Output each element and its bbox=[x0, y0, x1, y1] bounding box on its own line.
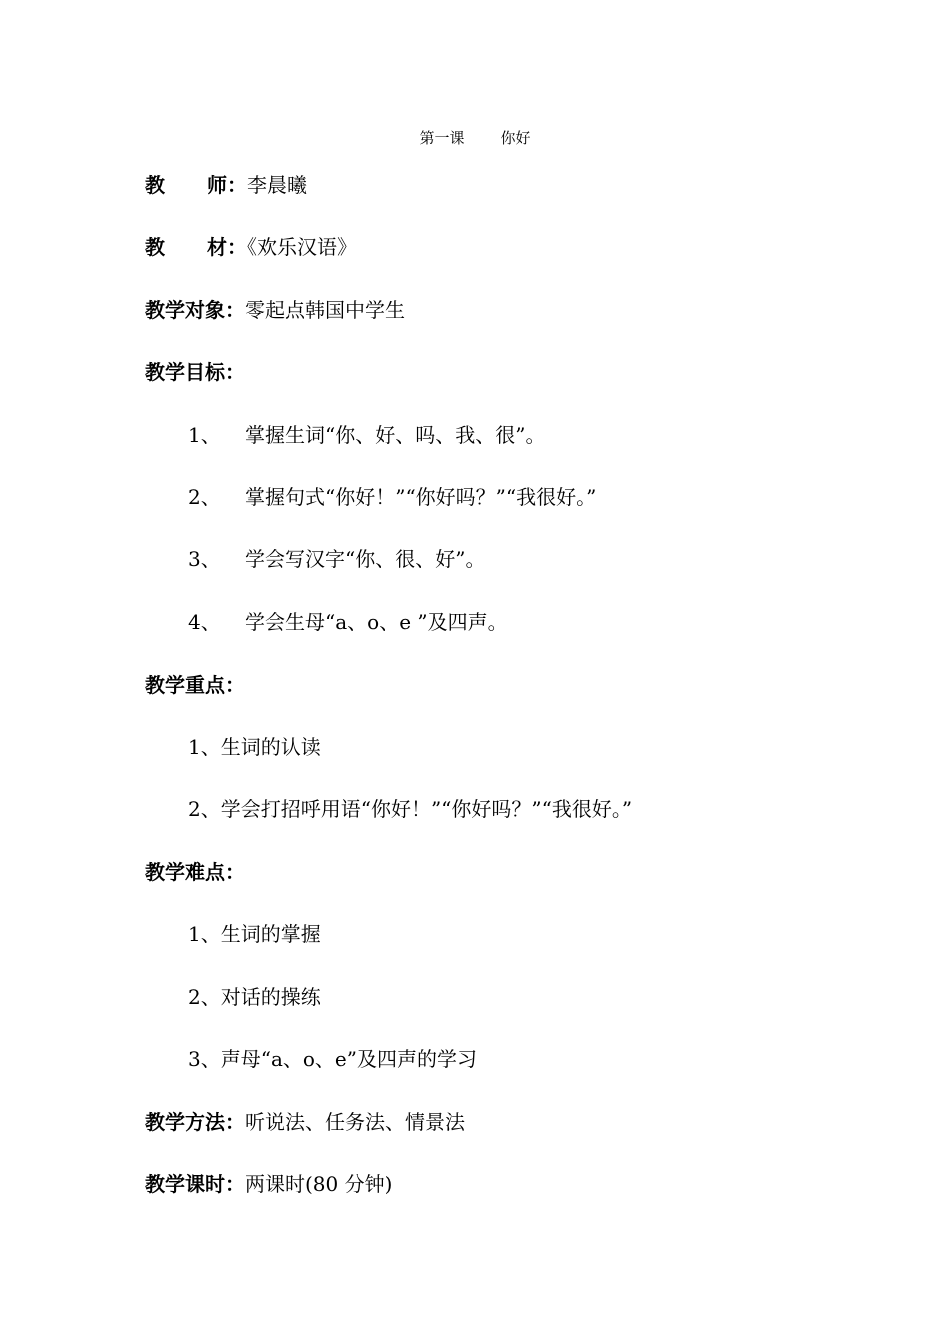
material-value: 《欢乐汉语》 bbox=[247, 235, 357, 259]
lesson-title bbox=[0, 128, 950, 148]
difficulty-item: 1、生词的掌握 bbox=[188, 922, 321, 946]
objective-item: 1、 掌握生词“你、好、吗、我、很”。 bbox=[188, 423, 546, 447]
key-point-item: 2、学会打招呼用语“你好！”“你好吗？”“我很好。” bbox=[188, 797, 633, 821]
audience-value: 零起点韩国中学生 bbox=[245, 298, 405, 322]
objectives-label: 教学目标： bbox=[145, 360, 245, 384]
methods-value: 听说法、任务法、情景法 bbox=[245, 1110, 465, 1134]
key-points-heading bbox=[145, 672, 245, 698]
difficulties-label: 教学难点： bbox=[145, 860, 245, 884]
hours-value: 两课时(80 分钟) bbox=[245, 1172, 393, 1196]
teacher-value: 李晨曦 bbox=[247, 173, 307, 197]
methods-label: 教学方法： bbox=[145, 1110, 245, 1134]
hours-row bbox=[145, 1171, 392, 1197]
lesson-number: 第一课 bbox=[419, 129, 465, 147]
objective-item: 4、 学会生母“a、o、e ”及四声。 bbox=[188, 610, 508, 634]
audience-row bbox=[145, 297, 405, 323]
lesson-name: 你好 bbox=[500, 129, 531, 147]
key-points-label: 教学重点： bbox=[145, 673, 245, 697]
hours-label: 教学课时： bbox=[145, 1172, 245, 1196]
objective-item: 3、 学会写汉字“你、很、好”。 bbox=[188, 547, 486, 571]
material-row bbox=[145, 234, 357, 260]
teacher-label: 教 师： bbox=[145, 173, 247, 197]
difficulty-item: 3、声母“a、o、e”及四声的学习 bbox=[188, 1047, 477, 1071]
audience-label: 教学对象： bbox=[145, 298, 245, 322]
key-point-item: 1、生词的认读 bbox=[188, 735, 321, 759]
objective-item: 2、 掌握句式“你好！”“你好吗？”“我很好。” bbox=[188, 485, 597, 509]
material-label: 教 材： bbox=[145, 235, 247, 259]
difficulties-heading bbox=[145, 859, 245, 885]
objectives-heading bbox=[145, 359, 245, 385]
methods-row bbox=[145, 1109, 465, 1135]
difficulty-item: 2、对话的操练 bbox=[188, 985, 321, 1009]
teacher-row bbox=[145, 172, 307, 198]
